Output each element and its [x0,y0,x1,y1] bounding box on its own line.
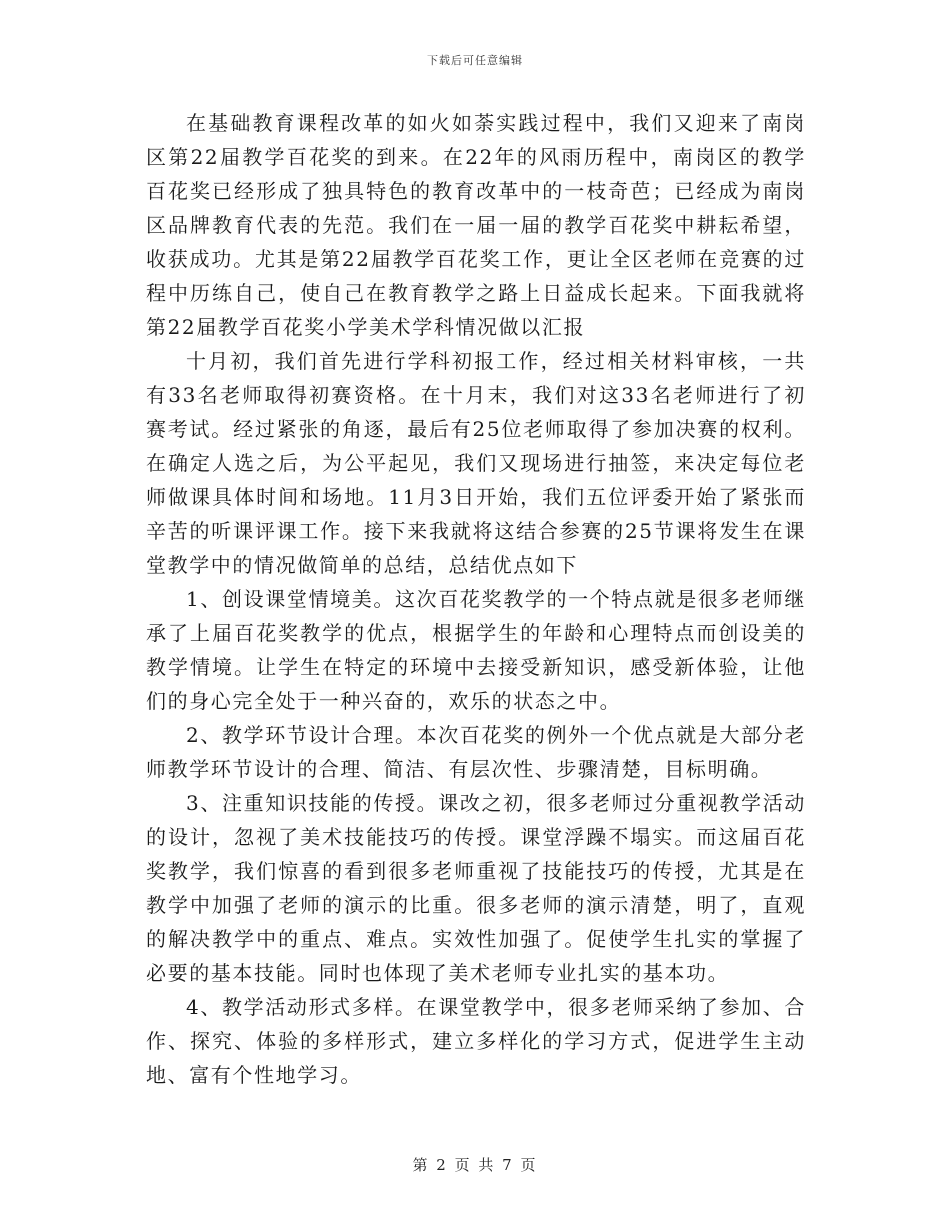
paragraph-process: 十月初，我们首先进行学科初报工作，经过相关材料审核，一共有33名老师取得初赛资格。在十月末，我们对这33名老师进行了初赛考试。经过紧张的角逐，最后有25位老师取得了参加决赛的权利。在确定人选之后，为公平起见，我们又现场进行抽签，来决定每位老师做课具体时间和场地。11月3日开始，我们五位评委开始了紧张而辛苦的听课评课工作。接下来我就将这结合参赛的25节课将发生在课堂教学中的情况做简单的总结，总结优点如下 [146,349,806,577]
paragraph-point-2: 2、教学环节设计合理。本次百花奖的例外一个优点就是大部分老师教学环节设计的合理、简洁、有层次性、步骤清楚，目标明确。 [146,723,806,781]
document-body [146,106,806,1092]
header-note: 下载后可任意编辑 [427,54,523,67]
paragraph-intro: 在基础教育课程改革的如火如荼实践过程中，我们又迎来了南岗区第22届教学百花奖的到来。在22年的风雨历程中，南岗区的教学百花奖已经形成了独具特色的教育改革中的一枝奇芭；已经成为南岗区品牌教育代表的先范。我们在一届一届的教学百花奖中耕耘希望，收获成功。尤其是第22届教学百花奖工作，更让全区老师在竞赛的过程中历练自己，使自己在教育教学之路上日益成长起来。下面我就将第22届教学百花奖小学美术学科情况做以汇报 [146,111,806,339]
page-number: 第 2 页 共 7 页 [412,1156,538,1174]
paragraph-point-1: 1、创设课堂情境美。这次百花奖教学的一个特点就是很多老师继承了上届百花奖教学的优点，根据学生的年龄和心理特点而创设美的教学情境。让学生在特定的环境中去接受新知识，感受新体验，让他们的身心完全处于一种兴奋的，欢乐的状态之中。 [146,587,806,713]
paragraph-point-3: 3、注重知识技能的传授。课改之初，很多老师过分重视教学活动的设计，忽视了美术技能技巧的传授。课堂浮躁不塌实。而这届百花奖教学，我们惊喜的看到很多老师重视了技能技巧的传授，尤其是在教学中加强了老师的演示的比重。很多老师的演示清楚，明了，直观的解决教学中的重点、难点。实效性加强了。促使学生扎实的掌握了必要的基本技能。同时也体现了美术老师专业扎实的基本功。 [146,791,806,985]
paragraph-point-4: 4、教学活动形式多样。在课堂教学中，很多老师采纳了参加、合作、探究、体验的多样形式，建立多样化的学习方式，促进学生主动地、富有个性地学习。 [146,995,806,1087]
